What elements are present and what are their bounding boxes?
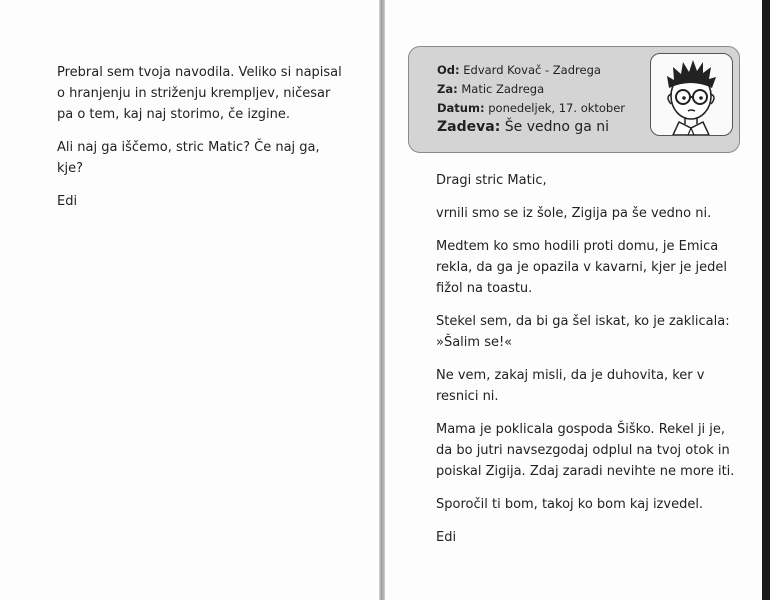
right-page-text: [436, 170, 736, 560]
left-paragraph-2: Ali naj ga iščemo, stric Matic? Če naj ga, kje?: [57, 140, 320, 176]
date-label: Datum:: [437, 101, 485, 115]
from-value: Edvard Kovač - Zadrega: [463, 63, 601, 77]
left-page-text: [57, 62, 347, 224]
date-value: ponedeljek, 17. oktober: [488, 101, 626, 115]
right-paragraph-1: vrnili smo se iz šole, Zigija pa še vedno ni.: [436, 206, 712, 221]
right-paragraph-2: Medtem ko smo hodili proti domu, je Emica rekla, da ga je opazila v kavarni, kjer je jedel fižol na toastu.: [436, 239, 728, 296]
scan-edge: [762, 0, 770, 600]
to-value: Matic Zadrega: [461, 82, 545, 96]
right-paragraph-4: Ne vem, zakaj misli, da je duhovita, ker v resnici ni.: [436, 368, 705, 404]
right-paragraph-6: Sporočil ti bom, takoj ko bom kaj izvedel.: [436, 497, 704, 512]
email-header: [408, 46, 740, 153]
date-line: [437, 101, 625, 115]
right-signature: Edi: [436, 530, 457, 545]
to-line: [437, 82, 544, 96]
from-label: Od:: [437, 63, 460, 77]
from-line: [437, 63, 601, 77]
subject-line: [437, 119, 609, 135]
subject-label: Zadeva:: [437, 119, 501, 135]
subject-value: Še vedno ga ni: [504, 119, 610, 135]
right-paragraph-5: Mama je poklicala gospoda Šiško. Rekel ji je, da bo jutri navsezgodaj odplul na tvoj otok in poiskal Zigija. Zdaj zaradi nevihte ne more iti.: [436, 422, 735, 479]
book-gutter: [379, 0, 385, 600]
left-signature: Edi: [57, 194, 78, 209]
boy-with-glasses-icon: [650, 53, 733, 136]
left-paragraph-1: Prebral sem tvoja navodila. Veliko si napisal o hranjenju in striženju krempljev, ničesar pa o tem, kaj naj storimo, če izgine.: [57, 65, 342, 122]
right-paragraph-3: Stekel sem, da bi ga šel iskat, ko je zaklicala: »Šalim se!«: [436, 314, 730, 350]
to-label: Za:: [437, 82, 458, 96]
greeting: Dragi stric Matic,: [436, 173, 547, 188]
